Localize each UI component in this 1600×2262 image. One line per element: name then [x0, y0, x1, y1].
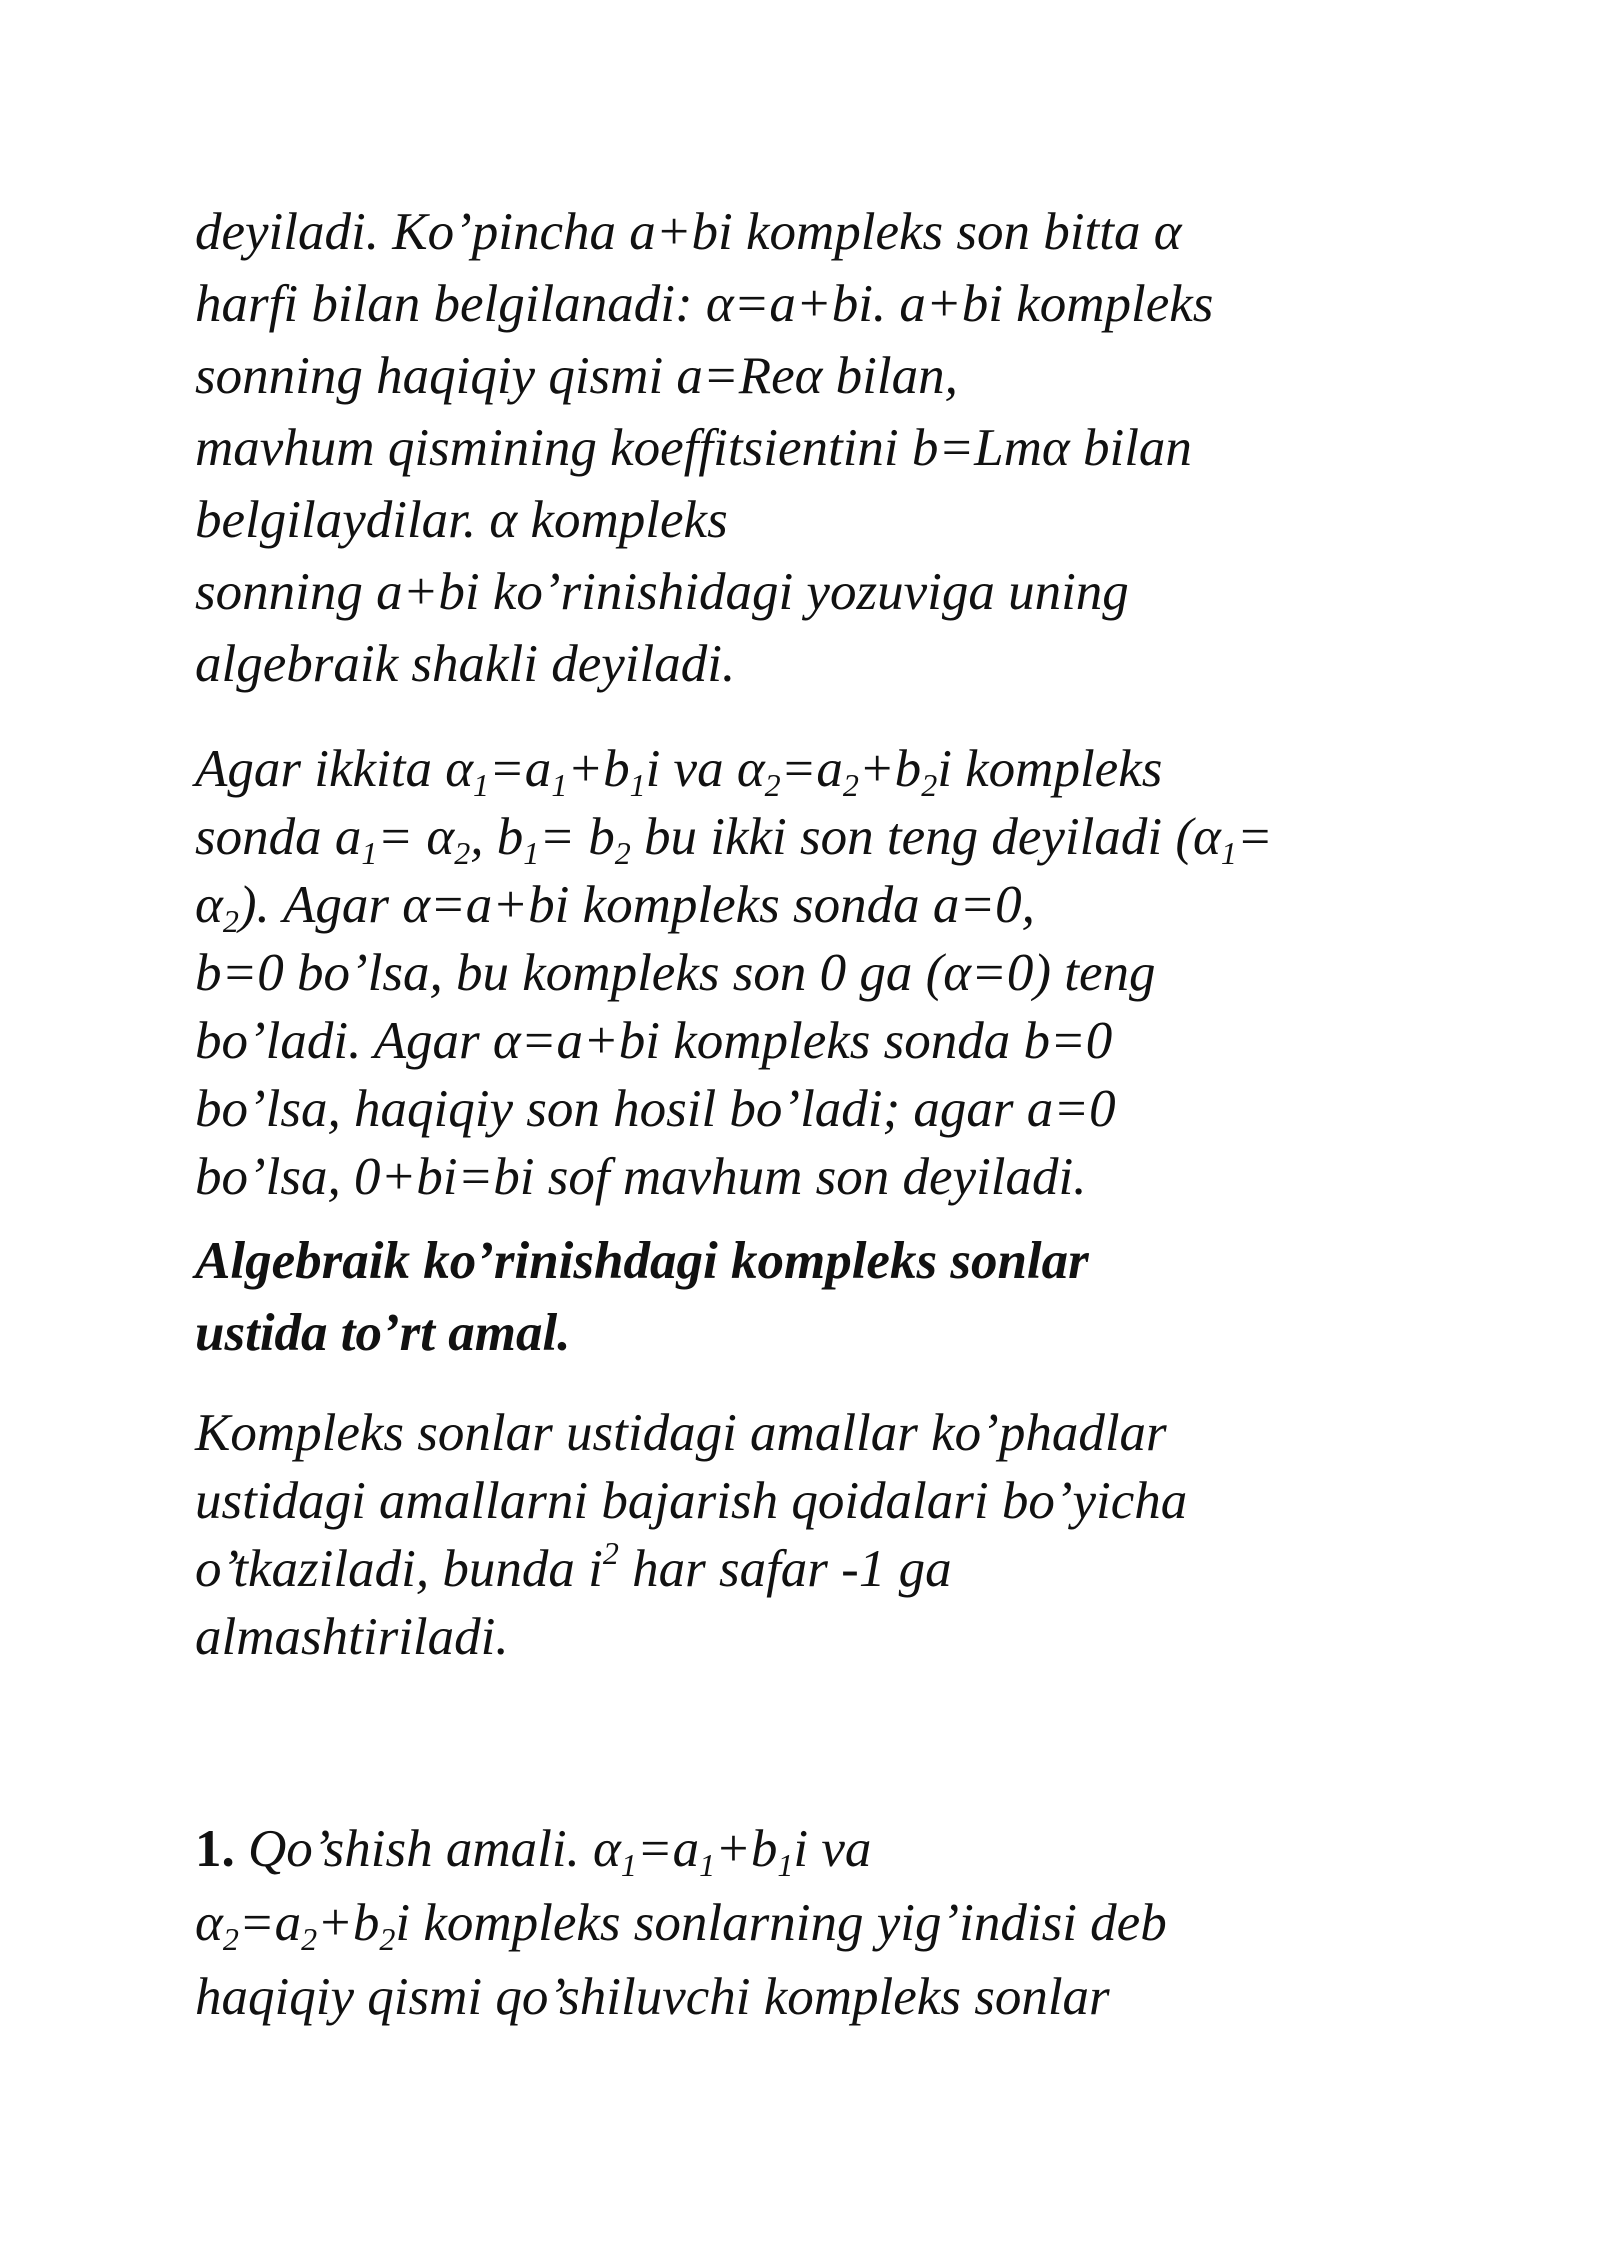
subscript: 1	[620, 1847, 637, 1883]
subscript: 1	[699, 1847, 716, 1883]
text-line: belgilaydilar. α kompleks	[195, 491, 728, 549]
text-line: sonning a+bi ko’rinishidagi yozuviga uning	[195, 563, 1129, 621]
subscript: 1	[629, 767, 646, 803]
text-run: , b	[470, 808, 524, 866]
text-line	[195, 1886, 1435, 1960]
text-run: o’tkaziladi, bunda i	[195, 1540, 603, 1598]
superscript: 2	[602, 1535, 619, 1571]
text-run: =a	[489, 740, 552, 798]
text-run: i kompleks	[937, 740, 1163, 798]
text-line	[195, 1535, 1435, 1603]
text-run: i va	[793, 1820, 872, 1878]
text-run: Qo’shish amali. α	[234, 1820, 621, 1878]
text-run: = b	[539, 808, 615, 866]
paragraph-addition	[195, 1812, 1435, 2034]
subscript: 2	[842, 767, 859, 803]
text-line: deyiladi. Ko’pincha a+bi kompleks son bitta α	[195, 203, 1182, 261]
text-run: =a	[636, 1820, 700, 1878]
text-run: +b	[858, 740, 922, 798]
heading-line: ustida to’rt amal.	[195, 1304, 571, 1362]
paragraph-operations	[195, 1399, 1435, 1671]
list-number: 1.	[195, 1820, 235, 1878]
text-run: ). Agar α=a+bi kompleks sonda a=0,	[238, 876, 1035, 934]
text-line: bo’lsa, haqiqiy son hosil bo’ladi; agar a=0	[195, 1080, 1116, 1138]
text-line: Kompleks sonlar ustidagi amallar ko’phadlar	[195, 1404, 1167, 1462]
text-line: algebraik shakli deyiladi.	[195, 635, 736, 693]
text-run: i kompleks sonlarning yig’indisi deb	[395, 1894, 1167, 1952]
text-run: +b	[567, 740, 630, 798]
subscript: 2	[301, 1921, 318, 1957]
subscript: 1	[361, 835, 378, 871]
text-run: sonda a	[195, 808, 362, 866]
paragraph-equality	[195, 735, 1435, 1211]
text-line: harfi bilan belgilanadi: α=a+bi. a+bi kompleks	[195, 275, 1214, 333]
text-line	[195, 1812, 1435, 1886]
text-line	[195, 871, 1435, 939]
subscript: 1	[523, 835, 540, 871]
text-run: = α	[377, 808, 455, 866]
text-run: bu ikki son teng deyiladi (α	[630, 808, 1221, 866]
subscript: 2	[222, 903, 239, 939]
text-line: bo’ladi. Agar α=a+bi kompleks sonda b=0	[195, 1012, 1113, 1070]
text-line: sonning haqiqiy qismi a=Reα bilan,	[195, 347, 958, 405]
text-run: Agar ikkita α	[195, 740, 474, 798]
text-run: α	[195, 876, 223, 934]
heading-line: Algebraik ko’rinishdagi kompleks sonlar	[195, 1232, 1089, 1290]
subscript: 1	[1220, 835, 1237, 871]
text-line: almashtiriladi.	[195, 1608, 509, 1666]
subscript: 2	[614, 835, 631, 871]
subscript: 2	[454, 835, 471, 871]
text-run: har safar -1 ga	[618, 1540, 952, 1598]
subscript: 2	[379, 1921, 396, 1957]
text-run: +b	[317, 1894, 380, 1952]
subscript: 2	[222, 1921, 239, 1957]
text-line	[195, 735, 1435, 803]
text-line: mavhum qismining koeffitsientini b=Lmα bilan	[195, 419, 1192, 477]
subscript: 2	[764, 767, 781, 803]
text-run: i va α	[645, 740, 765, 798]
text-line: haqiqiy qismi qo’shiluvchi kompleks sonlar	[195, 1968, 1110, 2026]
text-line: bo’lsa, 0+bi=bi sof mavhum son deyiladi.	[195, 1148, 1087, 1206]
paragraph-definition	[195, 196, 1435, 700]
subscript: 1	[473, 767, 490, 803]
subscript: 1	[777, 1847, 794, 1883]
text-line: b=0 bo’lsa, bu kompleks son 0 ga (α=0) teng	[195, 944, 1156, 1002]
subscript: 1	[551, 767, 568, 803]
section-heading	[195, 1225, 1435, 1369]
text-run: =a	[780, 740, 843, 798]
text-run: =	[1236, 808, 1273, 866]
text-run: =a	[238, 1894, 302, 1952]
text-run: α	[195, 1894, 223, 1952]
text-line: ustidagi amallarni bajarish qoidalari bo’yicha	[195, 1472, 1188, 1530]
text-line	[195, 803, 1435, 871]
subscript: 2	[921, 767, 938, 803]
text-run: +b	[715, 1820, 778, 1878]
